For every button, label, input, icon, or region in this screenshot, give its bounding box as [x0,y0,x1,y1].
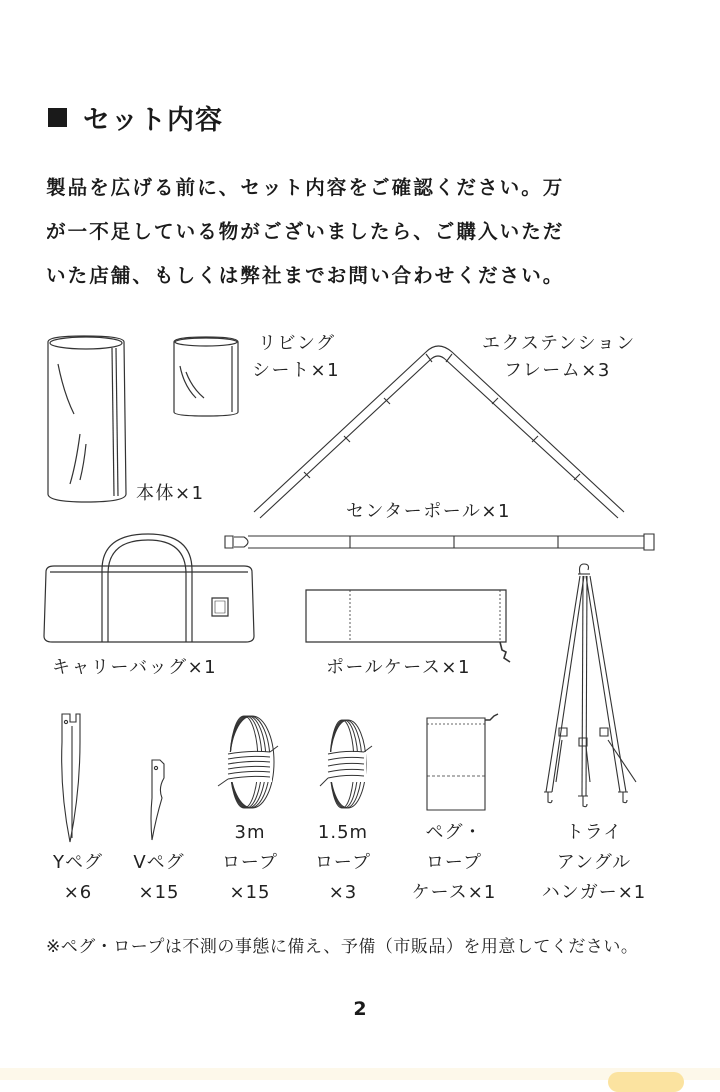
carry-bag-illustration [42,530,256,646]
rolled-sheet-illustration [172,336,240,418]
label-line: ロープ [314,852,372,873]
page-number: 2 [353,998,367,1020]
section-heading [48,98,223,137]
rope-1-5m-illustration [316,714,372,814]
spare-note: ※ペグ・ロープは不測の事態に備え、予備（市販品）を用意してください。 [46,937,639,957]
intro-line: が一不足している物がございましたら、ご購入いただ [46,220,565,243]
center-pole-label: センターポール×1 [346,501,511,522]
rope-3m-illustration [214,712,280,814]
bottom-action-button[interactable] [608,1072,684,1092]
label-line: リビング [258,333,336,354]
label-line: ケース×1 [411,882,497,903]
rolled-tent-illustration [44,334,130,506]
peg-rope-case-illustration [424,712,500,812]
label-line: シート×1 [252,360,341,381]
label-line: エクステンション [482,333,636,354]
rope-1-5m-label [304,818,382,908]
peg-rope-case-label [398,818,510,908]
triangle-hanger-label [524,818,664,908]
label-line: ペグ・ [425,822,483,843]
label-line: ハンガー×1 [541,882,647,903]
label-line: アングル [556,852,632,873]
label-line: 1.5m [317,822,369,843]
y-peg-label [50,818,106,908]
label-line: Vペグ [133,852,185,873]
v-peg-label [124,818,194,908]
label-line: フレーム×3 [504,360,611,381]
pole-case-label: ポールケース×1 [326,657,471,678]
intro-paragraph [46,166,686,298]
main-body-label: 本体×1 [136,483,205,504]
square-bullet-icon [48,108,67,127]
label-line: ×15 [138,882,180,903]
label-line: ×3 [328,882,358,903]
label-line: ×15 [229,882,271,903]
triangle-hanger-illustration [538,560,648,810]
intro-line: いた店舗、もしくは弊社までお問い合わせください。 [46,264,565,287]
label-line [124,818,194,848]
extension-frame-label [482,330,636,384]
label-line: ロープ [221,852,279,873]
carry-bag-label: キャリーバッグ×1 [52,657,218,678]
label-line: トライ [565,822,623,843]
rope-3m-label [212,818,288,908]
label-line: ロープ [425,852,483,873]
section-title: セット内容 [83,105,223,136]
intro-line: 製品を広げる前に、セット内容をご確認ください。万 [46,176,565,199]
label-line: 3m [234,822,266,843]
label-line: ×6 [63,882,93,903]
label-line: Yペグ [53,852,103,873]
pole-illustration [224,532,660,552]
label-line [50,818,106,848]
